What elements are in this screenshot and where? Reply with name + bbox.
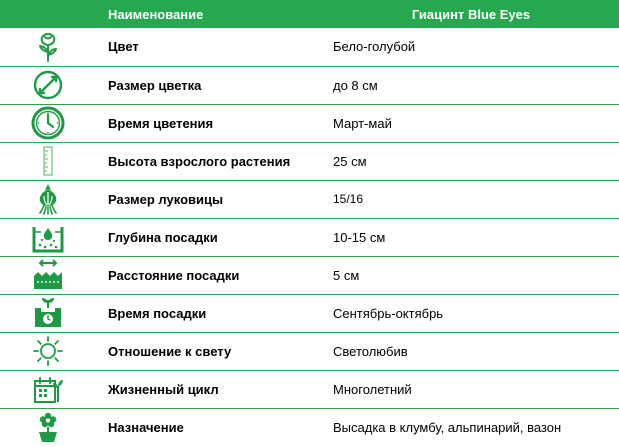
bulb-icon	[31, 182, 65, 216]
table-row	[0, 256, 619, 294]
row-value: Многолетний	[323, 370, 619, 408]
table-row	[0, 408, 619, 446]
header-icon-col	[0, 0, 96, 28]
row-name: Назначение	[108, 419, 184, 435]
table-row	[0, 104, 619, 142]
table-row	[0, 142, 619, 180]
flower-size-icon	[31, 68, 65, 102]
header-value: Гиацинт Blue Eyes	[411, 6, 531, 22]
table-row	[0, 28, 619, 66]
life-cycle-icon	[31, 372, 65, 406]
table-row	[0, 332, 619, 370]
row-name: Высота взрослого растения	[96, 142, 323, 180]
row-name: Жизненный цикл	[96, 370, 323, 408]
clock-icon	[30, 105, 66, 141]
row-name: Время посадки	[96, 294, 323, 332]
row-name: Отношение к свету	[96, 332, 323, 370]
row-value: 10-15 см	[323, 218, 619, 256]
row-value: Высадка в клумбу, альпинарий, вазон	[333, 419, 562, 435]
header-name: Наименование	[108, 6, 204, 22]
ruler-icon	[31, 144, 65, 178]
planting-distance-icon	[31, 258, 65, 292]
table-row	[0, 66, 619, 104]
planting-time-icon	[31, 296, 65, 330]
sun-icon	[31, 334, 65, 368]
table-row	[0, 294, 619, 332]
row-value: 25 см	[323, 142, 619, 180]
planting-depth-icon	[31, 220, 65, 254]
row-name: Цвет	[96, 28, 323, 66]
row-value: 15/16	[323, 180, 619, 218]
row-value: 5 см	[323, 256, 619, 294]
row-name: Время цветения	[96, 104, 323, 142]
table-header	[0, 0, 619, 28]
purpose-icon	[31, 410, 65, 444]
row-value: Сентябрь-октябрь	[323, 294, 619, 332]
row-value: Бело-голубой	[323, 28, 619, 66]
row-value: до 8 см	[323, 66, 619, 104]
row-name: Глубина посадки	[96, 218, 323, 256]
row-value: Март-май	[323, 104, 619, 142]
table-row	[0, 370, 619, 408]
rose-icon	[31, 30, 65, 64]
row-name: Размер цветка	[96, 66, 323, 104]
table-row	[0, 218, 619, 256]
row-value: Светолюбив	[323, 332, 619, 370]
table-row	[0, 180, 619, 218]
row-name: Размер луковицы	[96, 180, 323, 218]
row-name: Расстояние посадки	[96, 256, 323, 294]
